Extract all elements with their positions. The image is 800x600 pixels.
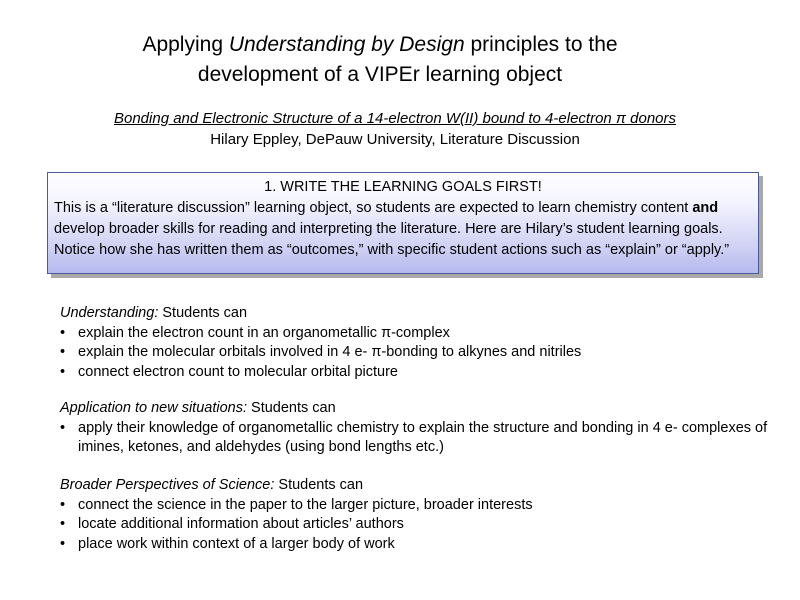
bullet-icon: • <box>60 535 66 552</box>
application-section <box>60 399 780 458</box>
understanding-section <box>60 304 780 382</box>
learning-goals-callout <box>47 172 759 274</box>
goal-list <box>60 496 780 555</box>
list-item <box>60 363 780 383</box>
section-lead-text: Students can <box>247 400 336 416</box>
title-line-2: development of a VIPEr learning object <box>197 63 563 86</box>
bullet-icon: • <box>60 344 66 360</box>
list-item <box>60 515 780 535</box>
bullet-icon: • <box>60 419 66 436</box>
section-lead <box>60 476 780 496</box>
title-line-1 <box>60 30 700 60</box>
bullet-icon: • <box>60 516 66 532</box>
list-item-text: place work within context of a larger body of work <box>78 535 395 552</box>
title-text-pre: Applying <box>142 33 229 56</box>
callout-body <box>48 198 758 261</box>
section-lead <box>60 304 780 324</box>
title-text-italic: Understanding by Design <box>228 33 465 56</box>
section-lead <box>60 399 780 419</box>
section-label: Application to new situations: <box>60 400 247 416</box>
section-lead-text: Students can <box>158 305 248 321</box>
topic-title: Bonding and Electronic Structure of a 14-electron W(II) bound to 4-electron π donors <box>113 110 677 127</box>
callout-heading: 1. WRITE THE LEARNING GOALS FIRST! <box>264 179 542 195</box>
section-label: Understanding: <box>60 305 159 321</box>
callout-body-bold: and <box>692 200 719 216</box>
broader-perspectives-section <box>60 476 780 554</box>
bullet-icon: • <box>60 363 66 380</box>
slide-title <box>60 30 700 90</box>
list-item <box>60 535 780 555</box>
bullet-icon: • <box>60 324 66 341</box>
list-item-text: explain the electron count in an organometallic π-complex <box>78 324 450 341</box>
goal-list <box>60 419 780 458</box>
list-item-text: connect electron count to molecular orbital picture <box>78 363 398 380</box>
title-text-post: principles to the <box>464 33 618 56</box>
list-item <box>60 496 780 516</box>
list-item <box>60 419 780 458</box>
list-item <box>60 324 780 344</box>
subtitle-block <box>0 108 790 150</box>
callout-body-pre: This is a “literature discussion” learning object, so students are expected to learn chemistry content <box>54 200 693 216</box>
list-item-text: apply their knowledge of organometallic chemistry to explain the structure and bonding in 4 e- complexes of imines, ketones, and aldehydes (using bond lengths etc.) <box>78 419 768 455</box>
list-item-text: explain the molecular orbitals involved in 4 e- π-bonding to alkynes and nitriles <box>78 344 582 360</box>
list-item <box>60 343 780 363</box>
list-item-text: connect the science in the paper to the larger picture, broader interests <box>78 496 533 513</box>
section-lead-text: Students can <box>274 477 364 493</box>
goal-list <box>60 324 780 383</box>
list-item-text: locate additional information about articles’ authors <box>78 516 404 532</box>
bullet-icon: • <box>60 496 66 513</box>
section-label: Broader Perspectives of Science: <box>60 477 275 493</box>
author-line: Hilary Eppley, DePauw University, Literature Discussion <box>210 131 580 148</box>
callout-body-post: develop broader skills for reading and interpreting the literature. Here are Hilary’s student learning goals. Notice how she has written them as “outcomes,” with specific student actions such as “explain” or “apply.” <box>54 221 730 258</box>
